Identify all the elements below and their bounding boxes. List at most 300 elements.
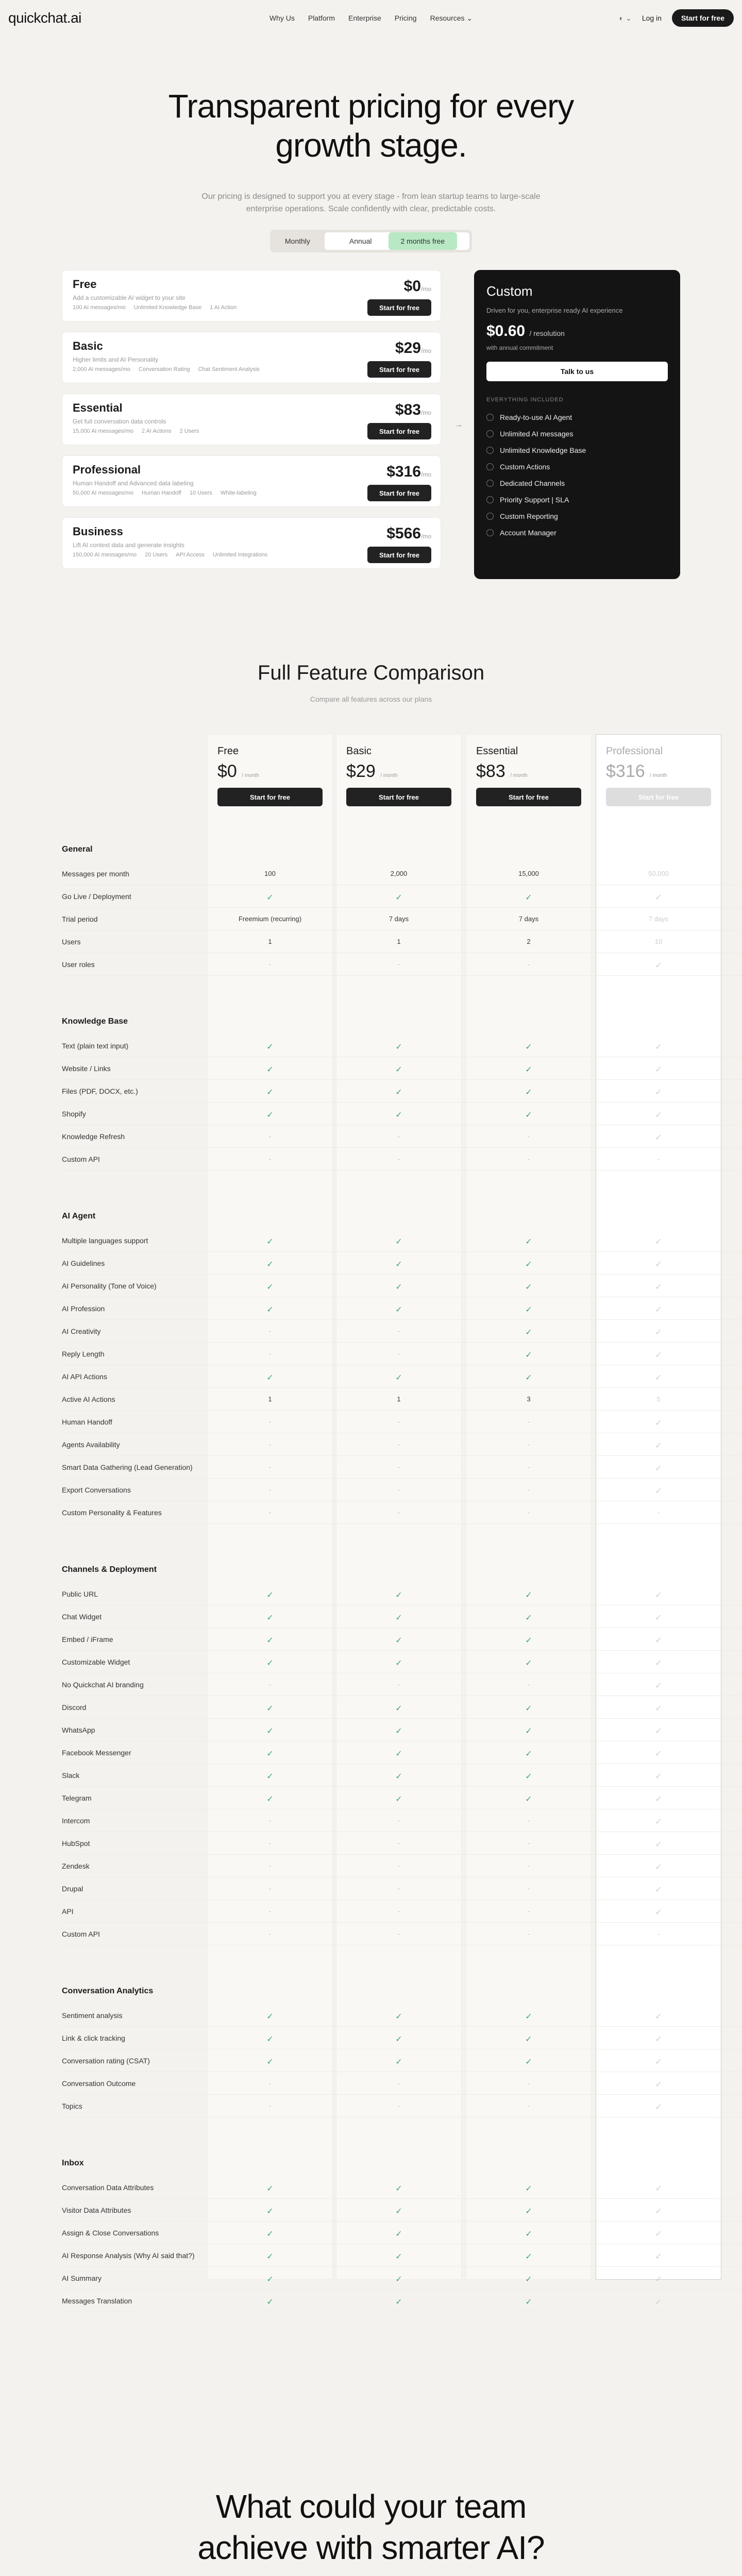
nav-platform[interactable]: Platform — [308, 14, 335, 22]
feature-value: ✓ — [395, 2252, 402, 2261]
feature-value: - — [527, 1132, 530, 1140]
discount-badge: 2 months free — [389, 232, 458, 250]
section-heading: Conversation Analytics — [62, 1987, 154, 1995]
table-row — [62, 908, 742, 930]
plan-cta-button[interactable]: Start for free — [367, 299, 431, 316]
feature-label: Slack — [62, 1771, 80, 1780]
feature-value: ✓ — [655, 2103, 662, 2112]
feature-value: ✓ — [395, 2230, 402, 2239]
plan-price-value: $566 — [386, 525, 421, 542]
feature-value: - — [397, 1463, 400, 1471]
feature-value: 1 — [268, 938, 272, 945]
feature-value: ✓ — [525, 1260, 532, 1269]
feature-value: ✓ — [655, 2012, 662, 2021]
feature-label: Custom API — [62, 1155, 100, 1163]
column-plan-price — [606, 761, 711, 782]
feature-value: ✓ — [655, 2252, 662, 2261]
table-row — [62, 1252, 742, 1275]
plan-feature: 2 Users — [179, 428, 199, 434]
feature-value: ✓ — [655, 1283, 662, 1292]
feature-value: ✓ — [655, 2230, 662, 2239]
toggle-annual-label: Annual — [349, 237, 372, 245]
feature-label: WhatsApp — [62, 1726, 95, 1734]
feature-value: - — [268, 1930, 272, 1938]
feature-value: ✓ — [525, 2035, 532, 2044]
table-row — [62, 953, 742, 976]
cta-title-line1: What could your team — [215, 2488, 527, 2525]
nav-pricing[interactable]: Pricing — [394, 14, 417, 22]
feature-value: ✓ — [655, 1487, 662, 1496]
talk-to-us-button[interactable]: Talk to us — [486, 362, 668, 381]
column-cta-button[interactable]: Start for free — [346, 788, 451, 806]
feature-label: Drupal — [62, 1885, 83, 1893]
toggle-monthly[interactable]: Monthly — [284, 237, 310, 245]
plan-feature: Unlimited Integrations — [212, 552, 268, 558]
table-row — [62, 1605, 742, 1628]
plan-feature: API Access — [176, 552, 205, 558]
table-row — [62, 1343, 742, 1365]
plan-features — [73, 552, 267, 558]
nav-enterprise[interactable]: Enterprise — [348, 14, 381, 22]
list-item — [486, 442, 668, 459]
plan-price-value: $83 — [395, 401, 421, 418]
feature-value: - — [268, 1418, 272, 1426]
feature-value: 5 — [656, 1395, 661, 1403]
feature-value: ✓ — [266, 2298, 274, 2307]
table-row — [62, 1057, 742, 1080]
feature-value: ✓ — [655, 1238, 662, 1246]
feature-value: ✓ — [266, 1659, 274, 1668]
column-price-value: $0 — [217, 761, 237, 781]
hero-sub-line1: Our pricing is designed to support you at every stage - from lean startup teams to large-scale — [201, 192, 541, 201]
pricing-section — [62, 270, 680, 605]
feature-value: ✓ — [525, 2275, 532, 2284]
feature-value: ✓ — [655, 2207, 662, 2216]
plan-cta-button[interactable]: Start for free — [367, 423, 431, 439]
hero-title-line2: growth stage. — [275, 127, 467, 164]
section-heading: Inbox — [62, 2159, 84, 2167]
feature-label: Chat Widget — [62, 1613, 102, 1621]
feature-value: ✓ — [655, 1133, 662, 1142]
column-cta-button[interactable]: Start for free — [606, 788, 711, 806]
table-row — [62, 1456, 742, 1479]
feature-value: ✓ — [655, 1043, 662, 1052]
feature-label: Custom API — [62, 1930, 100, 1938]
feature-value: - — [397, 2079, 400, 2087]
feature-value: - — [527, 1862, 530, 1870]
feature-value: ✓ — [655, 1795, 662, 1804]
feature-value: ✓ — [266, 1238, 274, 1246]
feature-value: ✓ — [395, 1088, 402, 1097]
list-item — [486, 409, 668, 426]
plan-name: Business — [73, 525, 123, 538]
table-row — [62, 1628, 742, 1651]
plan-price — [386, 463, 431, 481]
feature-value: - — [527, 1839, 530, 1847]
nav-resources[interactable] — [430, 14, 473, 23]
plan-feature: Conversation Rating — [138, 366, 190, 372]
table-row — [62, 1923, 742, 1945]
list-item-label: Custom Reporting — [500, 512, 558, 520]
custom-plan-price — [486, 323, 668, 340]
plan-price — [395, 340, 431, 357]
feature-label: AI API Actions — [62, 1372, 107, 1381]
table-row — [62, 1297, 742, 1320]
feature-value: ✓ — [266, 1374, 274, 1382]
plan-price-unit: /mo — [420, 285, 431, 293]
custom-plan-list — [486, 409, 668, 541]
feature-value: ✓ — [655, 1636, 662, 1645]
list-item-label: Custom Actions — [500, 463, 550, 471]
feature-label: Shopify — [62, 1110, 86, 1118]
feature-value: ✓ — [266, 1043, 274, 1052]
column-plan-price — [217, 761, 323, 782]
feature-value: ✓ — [266, 1704, 274, 1713]
plan-cta-button[interactable]: Start for free — [367, 361, 431, 378]
feature-label: Smart Data Gathering (Lead Generation) — [62, 1463, 193, 1471]
plan-feature: 10 Users — [189, 490, 212, 496]
column-cta-button[interactable]: Start for free — [217, 788, 323, 806]
table-row — [62, 1673, 742, 1696]
feature-label: Custom Personality & Features — [62, 1509, 162, 1517]
feature-value: - — [268, 960, 272, 968]
table-row — [62, 2290, 742, 2312]
feature-value: ✓ — [525, 1795, 532, 1804]
plan-price-value: $316 — [386, 463, 421, 480]
feature-value: ✓ — [525, 1659, 532, 1668]
feature-value: - — [268, 2079, 272, 2087]
feature-value: ✓ — [655, 1591, 662, 1600]
table-row — [62, 885, 742, 908]
feature-value: - — [527, 2102, 530, 2110]
feature-value: ✓ — [655, 1886, 662, 1894]
feature-value: ✓ — [395, 1043, 402, 1052]
feature-value: ✓ — [395, 2058, 402, 2066]
login-link[interactable]: Log in — [642, 14, 662, 22]
feature-value: - — [268, 1907, 272, 1915]
list-item — [486, 524, 668, 541]
plan-desc: Get full conversation data controls — [73, 418, 166, 425]
plan-desc: Lift AI context data and generate insights — [73, 541, 184, 549]
feature-value: - — [397, 1930, 400, 1938]
table-row — [62, 1433, 742, 1456]
list-item-label: Account Manager — [500, 529, 556, 537]
feature-value: ✓ — [266, 2058, 274, 2066]
feature-value: - — [527, 1930, 530, 1938]
feature-value: ✓ — [266, 1088, 274, 1097]
feature-value: ✓ — [655, 1659, 662, 1668]
comparison-title: Full Feature Comparison — [257, 662, 485, 684]
feature-value: 1 — [397, 938, 401, 945]
feature-value: - — [397, 1132, 400, 1140]
plan-column-header — [596, 734, 721, 818]
feature-value: ✓ — [525, 1591, 532, 1600]
feature-value: ✓ — [266, 893, 274, 902]
feature-value: ✓ — [525, 1727, 532, 1736]
feature-value: ✓ — [525, 2298, 532, 2307]
feature-value: 7 days — [648, 915, 669, 923]
feature-value: ✓ — [525, 1636, 532, 1645]
plan-cta-button[interactable]: Start for free — [367, 547, 431, 563]
feature-value: - — [268, 1817, 272, 1824]
start-free-button[interactable]: Start for free — [672, 9, 734, 27]
feature-value: ✓ — [655, 1840, 662, 1849]
feature-value: - — [268, 1155, 272, 1163]
column-plan-name: Professional — [606, 745, 663, 757]
plan-name: Essential — [73, 401, 123, 414]
feature-value: - — [527, 1885, 530, 1892]
feature-label: Text (plain text input) — [62, 1042, 129, 1050]
column-plan-name: Basic — [346, 745, 372, 757]
column-price-value: $29 — [346, 761, 376, 781]
hero-title-line1: Transparent pricing for every — [168, 88, 574, 125]
custom-plan-commit: with annual commitment — [486, 344, 553, 351]
feature-value: ✓ — [525, 1750, 532, 1758]
feature-value: - — [268, 1132, 272, 1140]
feature-label: Public URL — [62, 1590, 98, 1598]
feature-value: - — [527, 1486, 530, 1494]
table-row — [62, 1832, 742, 1855]
feature-label: Messages per month — [62, 870, 129, 878]
feature-label: API — [62, 1907, 74, 1916]
feature-value: - — [268, 1839, 272, 1847]
table-row — [62, 862, 742, 885]
feature-value: - — [657, 1930, 660, 1938]
feature-value: 3 — [527, 1395, 531, 1403]
feature-value: - — [397, 1418, 400, 1426]
feature-value: ✓ — [266, 2275, 274, 2284]
billing-toggle — [270, 230, 472, 252]
theme-toggle-icon[interactable]: ◐ ⌄ — [619, 13, 632, 22]
feature-value: ✓ — [655, 1818, 662, 1826]
feature-value: ✓ — [395, 1065, 402, 1074]
table-row — [62, 1809, 742, 1832]
table-row — [62, 1583, 742, 1605]
custom-price-unit: / resolution — [529, 329, 565, 337]
comparison-subtitle: Compare all features across our plans — [310, 695, 432, 703]
feature-value: ✓ — [525, 2058, 532, 2066]
feature-label: Export Conversations — [62, 1486, 131, 1494]
feature-value: ✓ — [525, 1328, 532, 1337]
table-row — [62, 1148, 742, 1171]
plan-column-header — [336, 734, 462, 818]
feature-value: ✓ — [655, 1111, 662, 1120]
plan-column-header — [466, 734, 592, 818]
feature-value: - — [527, 1817, 530, 1824]
column-cta-button[interactable]: Start for free — [476, 788, 581, 806]
feature-value: 2 — [527, 938, 531, 945]
feature-value: 15,000 — [518, 870, 539, 877]
table-row — [62, 1719, 742, 1741]
feature-value: ✓ — [525, 1043, 532, 1052]
section-heading: AI Agent — [62, 1212, 96, 1221]
feature-value: ✓ — [395, 1374, 402, 1382]
list-item-label: Unlimited Knowledge Base — [500, 446, 586, 454]
feature-value: ✓ — [655, 1260, 662, 1269]
feature-value: ✓ — [525, 1111, 532, 1120]
feature-label: Conversation rating (CSAT) — [62, 2057, 150, 2065]
feature-value: ✓ — [655, 2035, 662, 2044]
feature-label: Conversation Data Attributes — [62, 2183, 154, 2192]
feature-value: ✓ — [525, 2230, 532, 2239]
column-plan-price — [346, 761, 451, 782]
feature-value: - — [268, 1509, 272, 1516]
feature-label: AI Response Analysis (Why AI said that?) — [62, 2251, 195, 2260]
table-row — [62, 1764, 742, 1787]
list-item — [486, 426, 668, 442]
feature-value: ✓ — [266, 2252, 274, 2261]
feature-value: ✓ — [655, 1772, 662, 1781]
feature-value: ✓ — [266, 1772, 274, 1781]
plan-feature: 1 AI Action — [210, 304, 237, 311]
table-row — [62, 2027, 742, 2049]
feature-value: ✓ — [395, 893, 402, 902]
feature-value: ✓ — [525, 1306, 532, 1314]
table-row — [62, 1787, 742, 1809]
plan-feature: Chat Sentiment Analysis — [198, 366, 260, 372]
feature-label: Visitor Data Attributes — [62, 2206, 131, 2214]
feature-value: ✓ — [266, 1065, 274, 1074]
list-item-label: Ready-to-use AI Agent — [500, 413, 572, 421]
logo[interactable]: quickchat.ai — [8, 10, 81, 26]
table-row — [62, 2267, 742, 2290]
feature-value: ✓ — [525, 1238, 532, 1246]
feature-value: - — [397, 1681, 400, 1688]
check-circle-icon — [486, 447, 494, 454]
column-plan-name: Essential — [476, 745, 518, 757]
feature-value: ✓ — [266, 1727, 274, 1736]
feature-value: - — [397, 2102, 400, 2110]
feature-value: ✓ — [266, 1306, 274, 1314]
feature-value: - — [397, 1862, 400, 1870]
table-row — [62, 1479, 742, 1501]
list-item — [486, 475, 668, 492]
check-circle-icon — [486, 430, 494, 437]
plan-column-header — [207, 734, 333, 818]
feature-label: Embed / iFrame — [62, 1635, 113, 1643]
feature-label: Facebook Messenger — [62, 1749, 131, 1757]
feature-value: - — [397, 1907, 400, 1915]
table-row — [62, 1125, 742, 1148]
feature-label: Intercom — [62, 1817, 90, 1825]
feature-value: ✓ — [395, 1795, 402, 1804]
section-heading: General — [62, 845, 93, 854]
feature-label: Go Live / Deployment — [62, 892, 131, 901]
feature-value: ✓ — [655, 1750, 662, 1758]
nav-why-us[interactable]: Why Us — [269, 14, 295, 22]
feature-value: ✓ — [395, 1306, 402, 1314]
plan-price — [395, 401, 431, 419]
plan-feature: 15,000 AI messages/mo — [73, 428, 134, 434]
feature-value: ✓ — [395, 1659, 402, 1668]
hero-title — [0, 87, 742, 165]
feature-value: ✓ — [395, 1704, 402, 1713]
custom-price-value: $0.60 — [486, 323, 526, 340]
feature-value: ✓ — [266, 2207, 274, 2216]
column-plan-name: Free — [217, 745, 239, 757]
plan-feature: 2 AI Actions — [142, 428, 172, 434]
feature-value: ✓ — [525, 2012, 532, 2021]
table-row — [62, 1320, 742, 1343]
feature-value: ✓ — [395, 1591, 402, 1600]
plan-cta-button[interactable]: Start for free — [367, 485, 431, 501]
hero-sub-line2: enterprise operations. Scale confidently with clear, predictable costs. — [246, 205, 496, 213]
plan-desc: Higher limits and AI Personality — [73, 356, 159, 363]
feature-value: - — [268, 1862, 272, 1870]
column-price-value: $83 — [476, 761, 505, 781]
feature-label: Files (PDF, DOCX, etc.) — [62, 1087, 138, 1095]
feature-label: Knowledge Refresh — [62, 1132, 125, 1141]
table-row — [62, 2176, 742, 2199]
top-nav — [0, 0, 742, 36]
feature-label: Link & click tracking — [62, 2034, 125, 2042]
table-row — [62, 2049, 742, 2072]
feature-value: - — [527, 1440, 530, 1448]
feature-value: 50,000 — [648, 870, 669, 877]
plan-price — [386, 525, 431, 543]
feature-label: Telegram — [62, 1794, 92, 1802]
feature-value: ✓ — [655, 893, 662, 902]
feature-value: ✓ — [655, 1328, 662, 1337]
feature-value: - — [527, 2079, 530, 2087]
feature-value: ✓ — [655, 1908, 662, 1917]
feature-value: ✓ — [525, 1351, 532, 1360]
feature-label: Discord — [62, 1703, 87, 1711]
feature-label: Sentiment analysis — [62, 2011, 123, 2020]
feature-value: - — [527, 960, 530, 968]
feature-label: Topics — [62, 2102, 82, 2110]
plan-feature: 50,000 AI messages/mo — [73, 490, 134, 496]
feature-value: ✓ — [655, 1442, 662, 1450]
feature-value: - — [397, 1155, 400, 1163]
feature-value: - — [527, 1681, 530, 1688]
feature-value: 1 — [268, 1395, 272, 1403]
feature-value: ✓ — [395, 2012, 402, 2021]
plan-card-business — [62, 517, 441, 569]
comparison-table — [0, 734, 742, 2486]
toggle-annual[interactable] — [325, 232, 469, 250]
table-row — [62, 1651, 742, 1673]
feature-label: Multiple languages support — [62, 1236, 148, 1245]
plan-feature: 2,000 AI messages/mo — [73, 366, 130, 372]
feature-value: ✓ — [395, 1636, 402, 1645]
feature-value: ✓ — [266, 1260, 274, 1269]
table-row — [62, 2095, 742, 2117]
feature-label: Agents Availability — [62, 1440, 120, 1449]
feature-label: Website / Links — [62, 1064, 111, 1073]
nav-resources-label: Resources — [430, 13, 465, 22]
feature-label: HubSpot — [62, 1839, 90, 1848]
feature-value: Freemium (recurring) — [238, 915, 302, 923]
feature-label: No Quickchat AI branding — [62, 1681, 144, 1689]
plan-name: Free — [73, 278, 97, 291]
table-row — [62, 1365, 742, 1388]
feature-value: - — [657, 1155, 660, 1163]
feature-value: ✓ — [395, 2184, 402, 2193]
feature-value: ✓ — [525, 2207, 532, 2216]
feature-value: ✓ — [395, 1238, 402, 1246]
plan-features — [73, 304, 237, 311]
feature-value: - — [268, 1486, 272, 1494]
plan-name: Basic — [73, 340, 103, 352]
plan-price-unit: /mo — [420, 533, 431, 540]
plan-features — [73, 366, 260, 372]
feature-label: Zendesk — [62, 1862, 90, 1870]
table-row — [62, 1035, 742, 1057]
feature-value: ✓ — [655, 1065, 662, 1074]
feature-value: ✓ — [266, 1795, 274, 1804]
plan-features — [73, 428, 199, 434]
